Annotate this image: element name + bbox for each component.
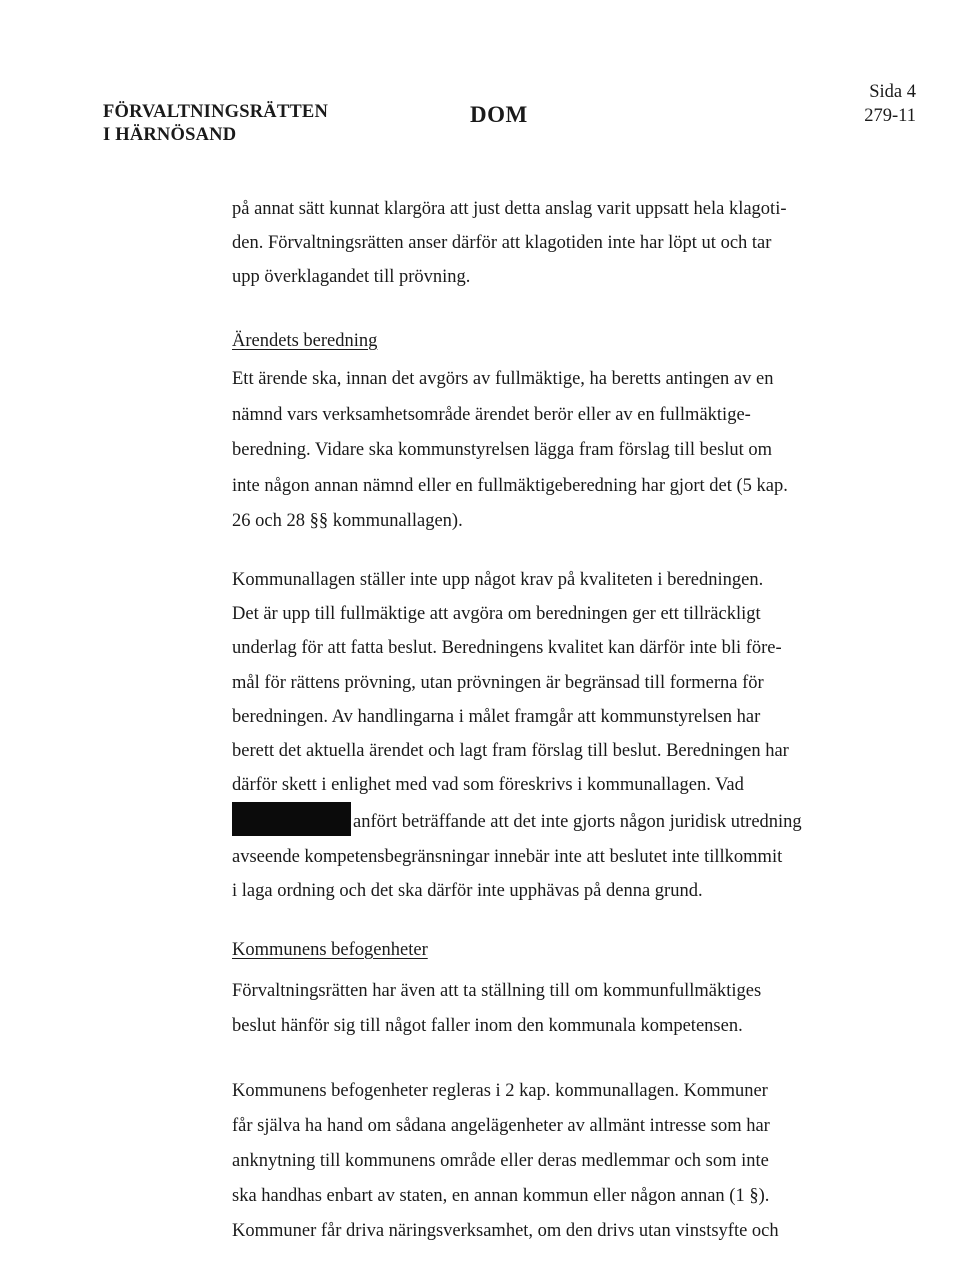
court-name-line2: I HÄRNÖSAND [103, 125, 237, 145]
text-line: beslut hänför sig till något faller inom den kommunala kompetensen. [232, 1016, 743, 1036]
court-name-line1: FÖRVALTNINGSRÄTTEN [103, 102, 329, 122]
paragraph-beredning-rules [232, 362, 852, 540]
text-line: beredningen. Av handlingarna i målet framgår att kommunstyrelsen har [232, 706, 761, 727]
text-line: Kommunens befogenheter regleras i 2 kap. kommunallagen. Kommuner [232, 1081, 768, 1101]
text-line: underlag för att fatta beslut. Beredningens kvalitet kan därför inte bli före- [232, 638, 782, 659]
text-line: avseende kompetensbegränsningar innebär inte att beslutet inte tillkommit [232, 846, 783, 867]
text-line: Förvaltningsrätten har även att ta ställning till om kommunfullmäktiges [232, 981, 762, 1001]
text-line: upp överklagandet till prövning. [232, 267, 471, 287]
text-line: Kommuner får driva näringsverksamhet, om den drivs utan vinstsyfte och [232, 1221, 779, 1241]
section-heading-beredning: Ärendets beredning [232, 331, 378, 351]
text-line: i laga ordning och det ska därför inte upphävas på denna grund. [232, 880, 703, 901]
text-line: Det är upp till fullmäktige att avgöra om beredningen ger ett tillräckligt [232, 604, 761, 625]
text-line: ska handhas enbart av staten, en annan kommun eller någon annan (1 §). [232, 1186, 770, 1206]
text-line: inte någon annan nämnd eller en fullmäktigeberedning har gjort det (5 kap. [232, 475, 788, 496]
text-line: Ett ärende ska, innan det avgörs av fullmäktige, ha beretts antingen av en [232, 369, 774, 389]
text-fragment: anfört beträffande att det inte gjorts någon juridisk utredning [353, 812, 802, 833]
redaction-block [232, 802, 351, 836]
text-line: får själva ha hand om sådana angelägenheter av allmänt intresse som har [232, 1116, 770, 1136]
text-line-redacted [232, 802, 852, 839]
paragraph-beredning-kvalitet [232, 563, 852, 908]
text-line: Kommunallagen ställer inte upp något krav på kvaliteten i beredningen. [232, 570, 764, 590]
paragraph-befogenheter-intro [232, 974, 852, 1044]
text-line: 26 och 28 §§ kommunallagen). [232, 511, 463, 531]
section-heading-befogenheter: Kommunens befogenheter [232, 940, 428, 960]
text-line: beredning. Vidare ska kommunstyrelsen lägga fram förslag till beslut om [232, 440, 773, 460]
text-line: anknytning till kommunens område eller deras medlemmar och som inte [232, 1151, 769, 1171]
text-line: därför skett i enlighet med vad som föreskrivs i kommunallagen. Vad [232, 775, 744, 796]
case-number: 279-11 [864, 106, 916, 126]
text-line: på annat sätt kunnat klargöra att just detta anslag varit uppsatt hela klagoti- [232, 199, 787, 219]
text-line: mål för rättens prövning, utan prövningen är begränsad till formerna för [232, 672, 764, 693]
page-number: Sida 4 [869, 82, 916, 102]
paragraph-klagotid [232, 192, 852, 294]
document-type: DOM [470, 102, 528, 127]
page-info [864, 80, 916, 128]
court-name [103, 101, 328, 147]
paragraph-befogenheter-regler [232, 1074, 852, 1249]
text-line: berett det aktuella ärendet och lagt fram förslag till beslut. Beredningen har [232, 741, 789, 762]
text-line: nämnd vars verksamhetsområde ärendet berör eller av en fullmäktige- [232, 404, 751, 425]
text-line: den. Förvaltningsrätten anser därför att klagotiden inte har löpt ut och tar [232, 233, 772, 253]
